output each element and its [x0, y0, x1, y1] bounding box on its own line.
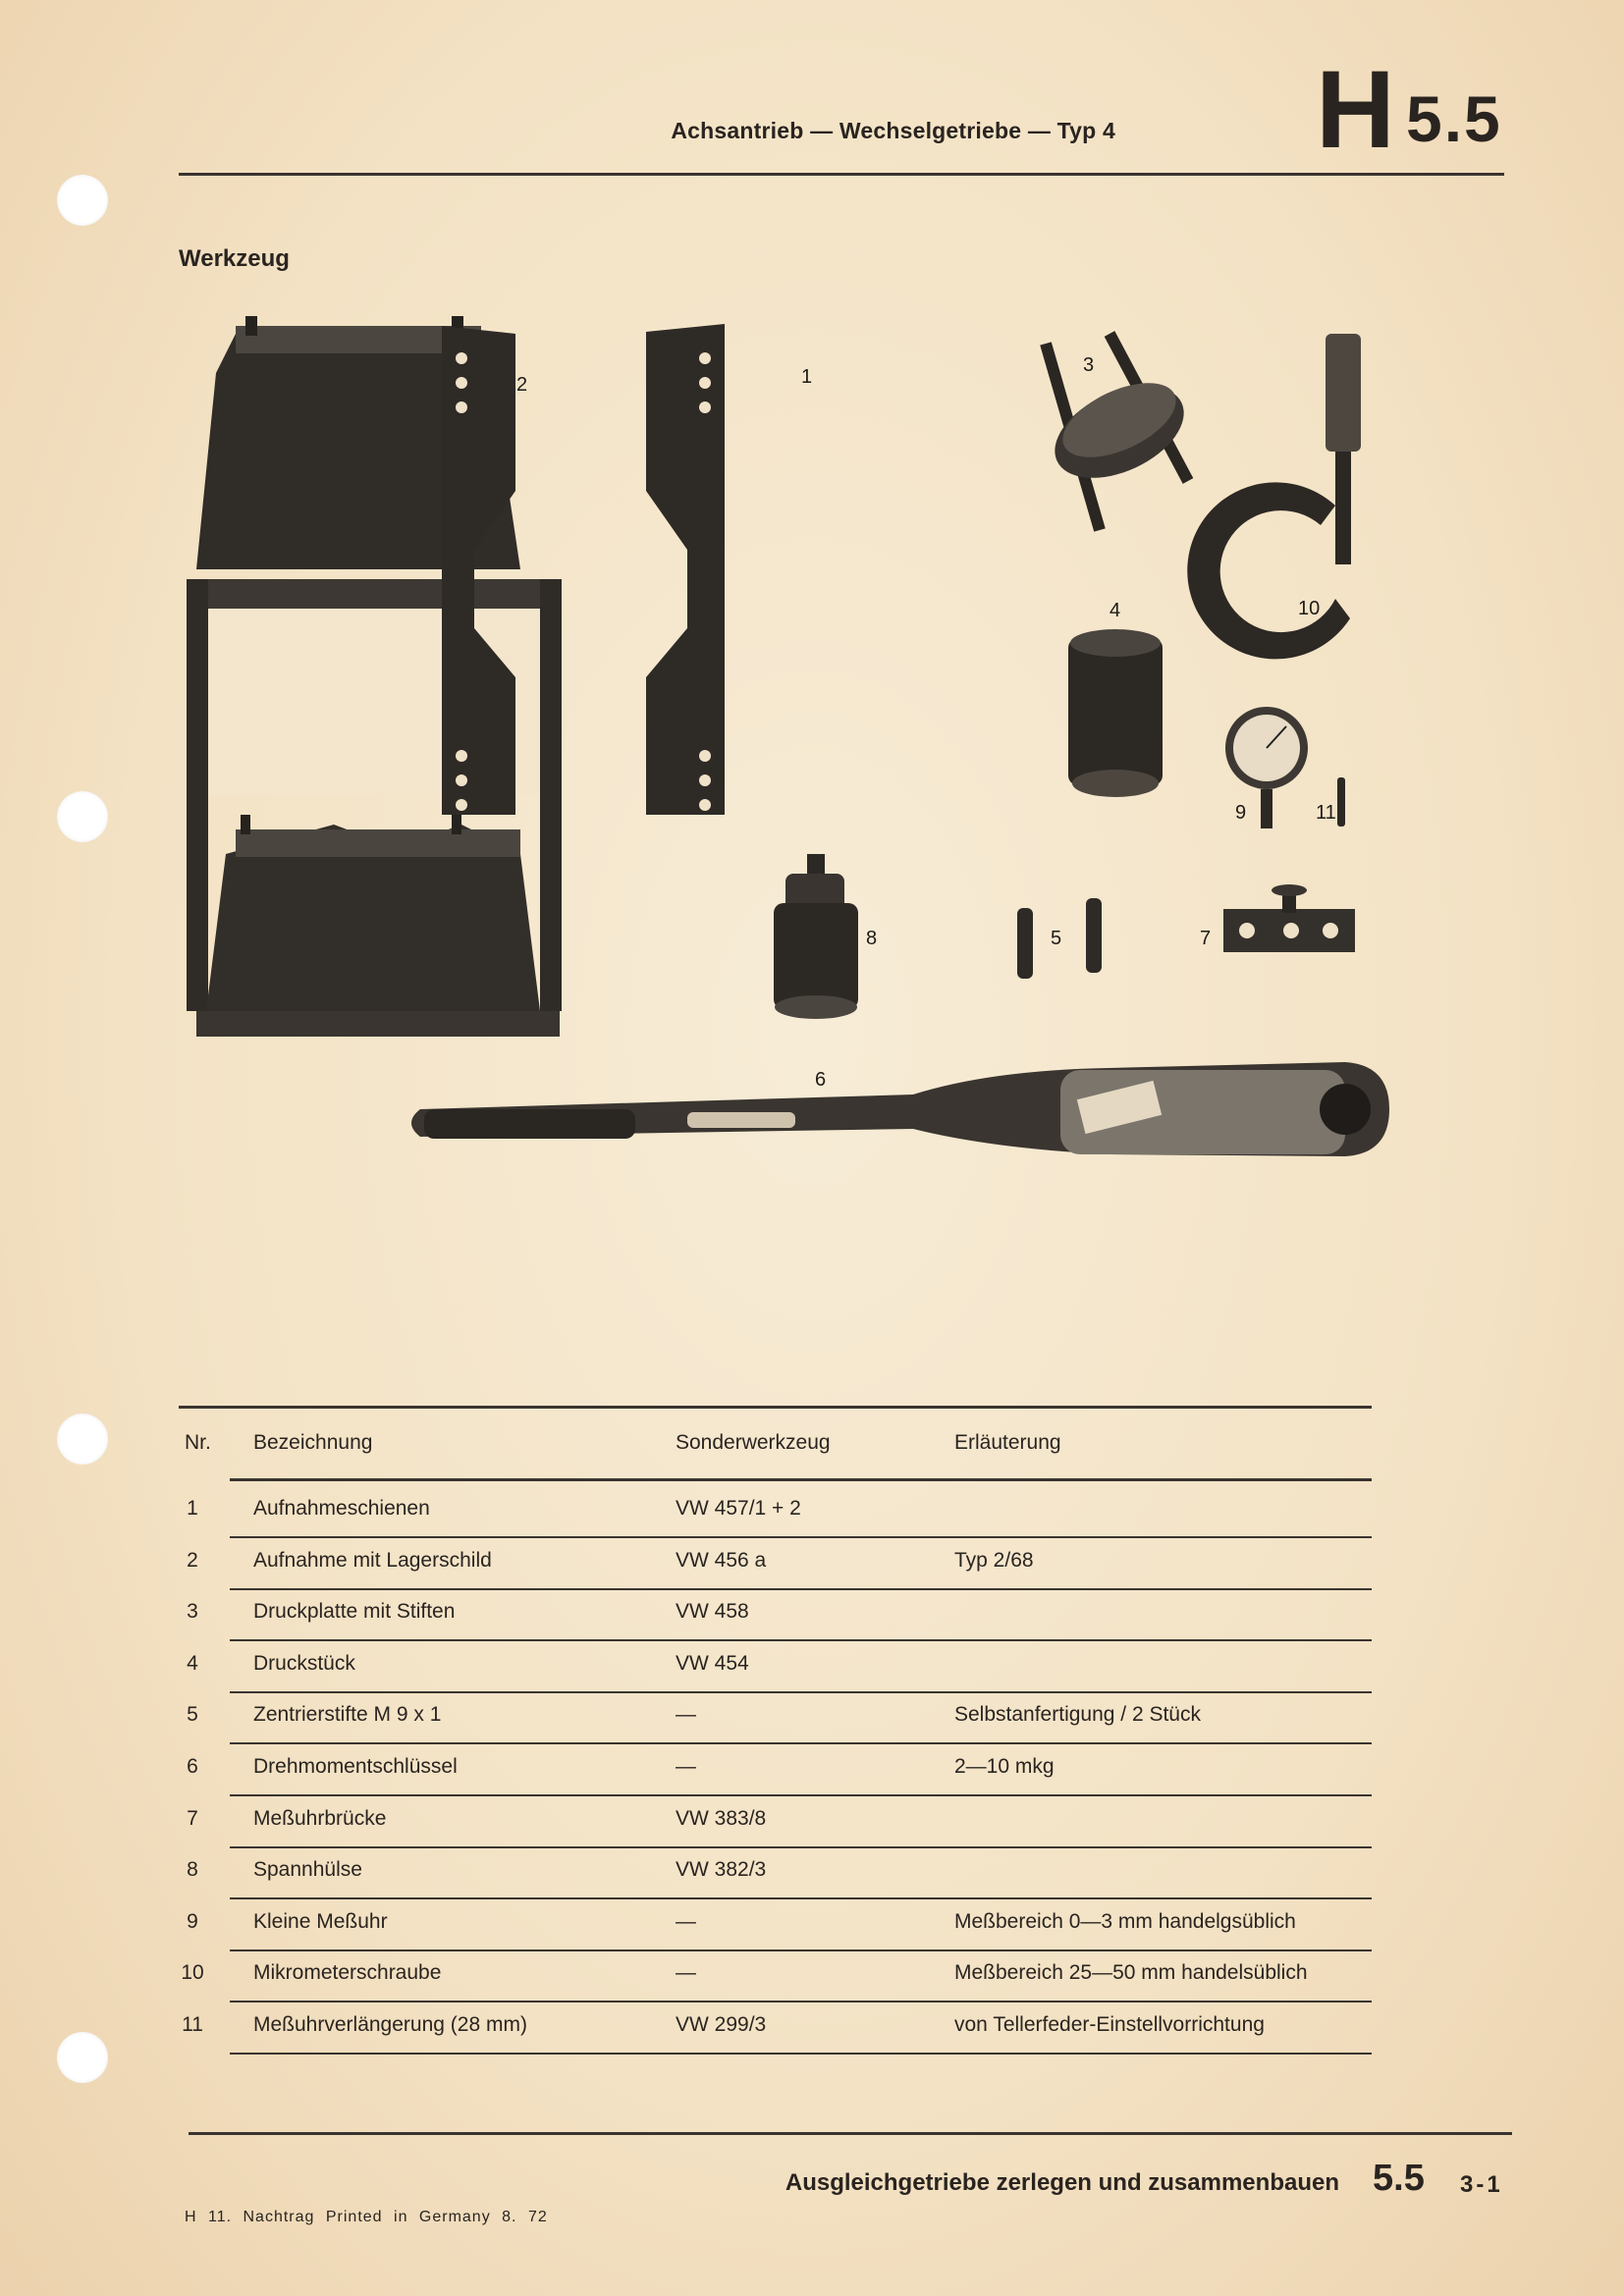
row-special-tool: VW 382/3	[676, 1858, 767, 1882]
callout-1: 1	[801, 366, 813, 388]
row-number: 1	[187, 1497, 198, 1520]
row-number: 6	[187, 1755, 198, 1778]
header-rule	[179, 173, 1504, 176]
row-special-tool: VW 299/3	[676, 2013, 767, 2036]
row-number: 9	[187, 1909, 198, 1933]
row-designation: Druckstück	[253, 1651, 355, 1675]
row-special-tool: —	[676, 1909, 696, 1933]
row-number: 5	[187, 1703, 198, 1727]
punch-hole	[57, 1414, 108, 1465]
row-special-tool: —	[676, 1703, 696, 1727]
header-erlaeuterung: Erläuterung	[954, 1431, 1061, 1454]
row-designation: Aufnahme mit Lagerschild	[253, 1548, 492, 1572]
footer-title: Ausgleichgetriebe zerlegen und zusammenbauen	[785, 2169, 1339, 2196]
row-explanation: Typ 2/68	[954, 1548, 1034, 1572]
callout-6: 6	[815, 1069, 827, 1091]
section-title: Werkzeug	[179, 245, 290, 272]
row-special-tool: VW 456 a	[676, 1548, 767, 1572]
row-explanation: 2—10 mkg	[954, 1755, 1055, 1778]
section-letter: H	[1316, 48, 1395, 171]
table-row-rule	[230, 1897, 1372, 1899]
row-explanation: Selbstanfertigung / 2 Stück	[954, 1703, 1201, 1727]
row-special-tool: VW 458	[676, 1600, 749, 1624]
punch-hole	[57, 791, 108, 842]
header-nr: Nr.	[185, 1431, 211, 1454]
row-designation: Mikrometerschraube	[253, 1961, 442, 1985]
callout-3: 3	[1083, 354, 1095, 376]
header-title: Achsantrieb — Wechselgetriebe — Typ 4	[671, 118, 1115, 143]
tool-pressure-piece-4	[1068, 629, 1163, 797]
table-row-rule	[230, 1949, 1372, 1951]
row-special-tool: —	[676, 1755, 696, 1778]
row-number: 11	[182, 2013, 203, 2036]
punch-hole	[57, 2032, 108, 2083]
row-explanation: Meßbereich 0—3 mm handelgsüblich	[954, 1909, 1296, 1933]
table-header-rule	[230, 1478, 1372, 1481]
row-number: 3	[187, 1600, 198, 1624]
row-designation: Meßuhrverlängerung (28 mm)	[253, 2013, 527, 2036]
table-top-rule	[179, 1406, 1372, 1409]
row-number: 4	[187, 1651, 198, 1675]
imprint: H 11. Nachtrag Printed in Germany 8. 72	[185, 2209, 548, 2225]
callout-11: 11	[1316, 802, 1336, 824]
row-designation: Zentrierstifte M 9 x 1	[253, 1703, 442, 1727]
row-designation: Kleine Meßuhr	[253, 1909, 388, 1933]
callout-10: 10	[1298, 598, 1321, 619]
row-special-tool: VW 457/1 + 2	[676, 1497, 801, 1520]
callout-2: 2	[516, 374, 528, 396]
row-designation: Meßuhrbrücke	[253, 1806, 387, 1830]
tools-photo	[167, 304, 1404, 1198]
section-number: 5.5	[1406, 82, 1502, 155]
table-row-rule	[230, 1691, 1372, 1693]
tool-pressure-plate-3	[1041, 334, 1199, 530]
row-designation: Drehmomentschlüssel	[253, 1755, 458, 1778]
punch-hole	[57, 175, 108, 226]
callout-7: 7	[1200, 928, 1212, 949]
callout-8: 8	[866, 928, 878, 949]
row-number: 10	[181, 1961, 204, 1985]
callout-5: 5	[1051, 928, 1062, 949]
row-number: 7	[187, 1806, 198, 1830]
table-row-rule	[230, 1794, 1372, 1796]
tool-torque-wrench-6	[411, 1062, 1389, 1156]
table-row-rule	[230, 1846, 1372, 1848]
header-bezeichnung: Bezeichnung	[253, 1431, 373, 1454]
tool-clamping-sleeve-8	[774, 854, 858, 1019]
callout-4: 4	[1110, 600, 1121, 621]
row-special-tool: —	[676, 1961, 696, 1985]
footer-page-number: 3-1	[1460, 2171, 1503, 2198]
tool-micrometer-10	[1187, 334, 1361, 659]
row-designation: Aufnahmeschienen	[253, 1497, 430, 1520]
row-special-tool: VW 454	[676, 1651, 749, 1675]
row-explanation: von Tellerfeder-Einstellvorrichtung	[954, 2013, 1265, 2036]
tool-gauge-bridge-7	[1223, 884, 1355, 952]
header-sonderwerkzeug: Sonderwerkzeug	[676, 1431, 831, 1454]
table-row-rule	[230, 1639, 1372, 1641]
row-number: 8	[187, 1858, 198, 1882]
footer-rule	[189, 2132, 1512, 2135]
row-explanation: Meßbereich 25—50 mm handelsüblich	[954, 1961, 1308, 1985]
footer-section-number: 5.5	[1373, 2158, 1425, 2199]
row-designation: Druckplatte mit Stiften	[253, 1600, 456, 1624]
row-special-tool: VW 383/8	[676, 1806, 767, 1830]
table-row-rule	[230, 1588, 1372, 1590]
table-row-rule	[230, 2053, 1372, 2055]
table-row-rule	[230, 1536, 1372, 1538]
callout-9: 9	[1235, 802, 1247, 824]
table-row-rule	[230, 1742, 1372, 1744]
table-row-rule	[230, 2001, 1372, 2002]
row-designation: Spannhülse	[253, 1858, 362, 1882]
row-number: 2	[187, 1548, 198, 1572]
